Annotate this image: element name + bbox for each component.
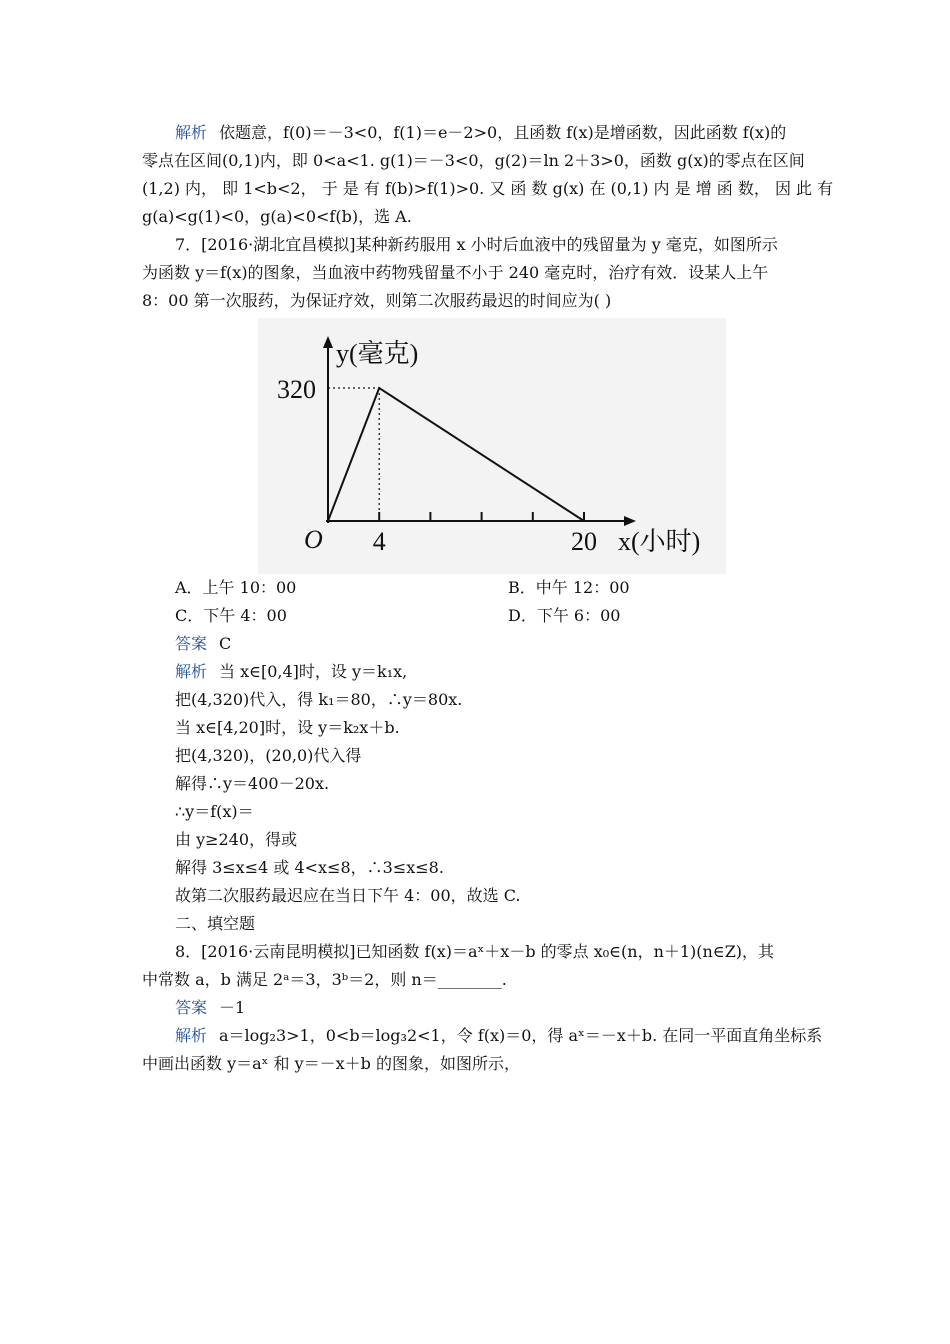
x-tick-label: 20 [571, 527, 597, 556]
origin-label: O [304, 525, 323, 554]
analysis7-line5: 解得∴y＝400－20x. [175, 774, 330, 793]
dose-graph-svg [258, 318, 726, 574]
analysis7-line4: 把(4,320)，(20,0)代入得 [175, 746, 362, 765]
analysis8-line2: 中画出函数 y＝aˣ 和 y＝－x＋b 的图象，如图所示， [142, 1054, 521, 1073]
analysis7-line3: 当 x∈[4,20]时，设 y＝k₂x＋b. [175, 718, 400, 737]
option-b: B．中午 12：00 [508, 578, 630, 597]
y-axis-arrow [323, 336, 333, 348]
answer7-label: 答案 [175, 634, 208, 653]
q8-line2: 中常数 a，b 满足 2ᵃ＝3，3ᵇ＝2，则 n＝________. [142, 970, 507, 989]
option-d: D．下午 6：00 [508, 606, 621, 625]
q7-line3: 8：00 第一次服药，为保证疗效，则第二次服药最迟的时间应为( ) [142, 291, 612, 310]
option-c: C．下午 4：00 [175, 606, 287, 625]
analysis6-line2: 零点在区间(0,1)内，即 0<a<1. g(1)＝－3<0，g(2)＝ln 2＋3>0，函数 g(x)的零点在区间 [142, 151, 805, 170]
analysis7-line7: 由 y≥240，得或 [175, 830, 298, 849]
y-tick-label: 320 [277, 375, 316, 404]
dose-graph [258, 318, 726, 574]
analysis7-line6: ∴y＝f(x)＝ [175, 802, 254, 821]
section-heading: 二、填空题 [175, 914, 256, 933]
graph-line [328, 388, 584, 521]
analysis7-line9: 故第二次服药最迟应在当日下午 4：00，故选 C. [175, 886, 521, 905]
analysis6-line4: g(a)<g(1)<0，g(a)<0<f(b)，选 A. [142, 207, 412, 226]
answer8-value: －1 [219, 998, 246, 1017]
analysis8-label: 解析 [175, 1026, 208, 1045]
analysis7-line8: 解得 3≤x≤4 或 4<x≤8，∴3≤x≤8. [175, 858, 444, 877]
analysis6-line3: (1,2) 内， 即 1<b<2， 于 是 有 f(b)>f(1)>0. 又 函 数 g(x) 在 (0,1) 内 是 增 函 数， 因 此 有 [142, 179, 834, 198]
q8-line1: 8．[2016·云南昆明模拟]已知函数 f(x)＝aˣ＋x－b 的零点 x₀∈(n，n＋1)(n∈Z)，其 [175, 942, 775, 961]
analysis7-label: 解析 [175, 662, 208, 681]
x-tick-label: 4 [372, 527, 386, 556]
x-axis-label: x(小时) [618, 527, 701, 556]
answer7-line [175, 634, 231, 654]
analysis8-text1: a＝log₂3>1，0<b＝log₃2<1，令 f(x)＝0，得 aˣ＝－x＋b. 在同一平面直角坐标系 [219, 1026, 823, 1045]
analysis7-text1: 当 x∈[0,4]时，设 y＝k₁x, [219, 662, 408, 681]
option-a: A．上午 10：00 [175, 578, 297, 597]
analysis7-line1 [175, 662, 407, 682]
analysis6-text1: 依题意，f(0)＝－3<0，f(1)＝e－2>0，且函数 f(x)是增函数，因此函数 f(x)的 [219, 123, 787, 142]
y-axis-label: y(毫克) [336, 339, 419, 368]
analysis6-line1 [175, 123, 786, 143]
q7-line1: 7．[2016·湖北宜昌模拟]某种新药服用 x 小时后血液中的残留量为 y 毫克，如图所示 [175, 235, 778, 254]
answer8-line [175, 998, 245, 1018]
analysis7-line2: 把(4,320)代入，得 k₁＝80，∴y＝80x. [175, 690, 463, 709]
q7-line2: 为函数 y＝f(x)的图象，当血液中药物残留量不小于 240 毫克时，治疗有效．设某人上午 [142, 263, 769, 282]
answer7-value: C [219, 634, 232, 653]
analysis8-line1 [175, 1026, 822, 1046]
analysis6-label: 解析 [175, 123, 208, 142]
answer8-label: 答案 [175, 998, 208, 1017]
x-axis-arrow [624, 516, 636, 526]
